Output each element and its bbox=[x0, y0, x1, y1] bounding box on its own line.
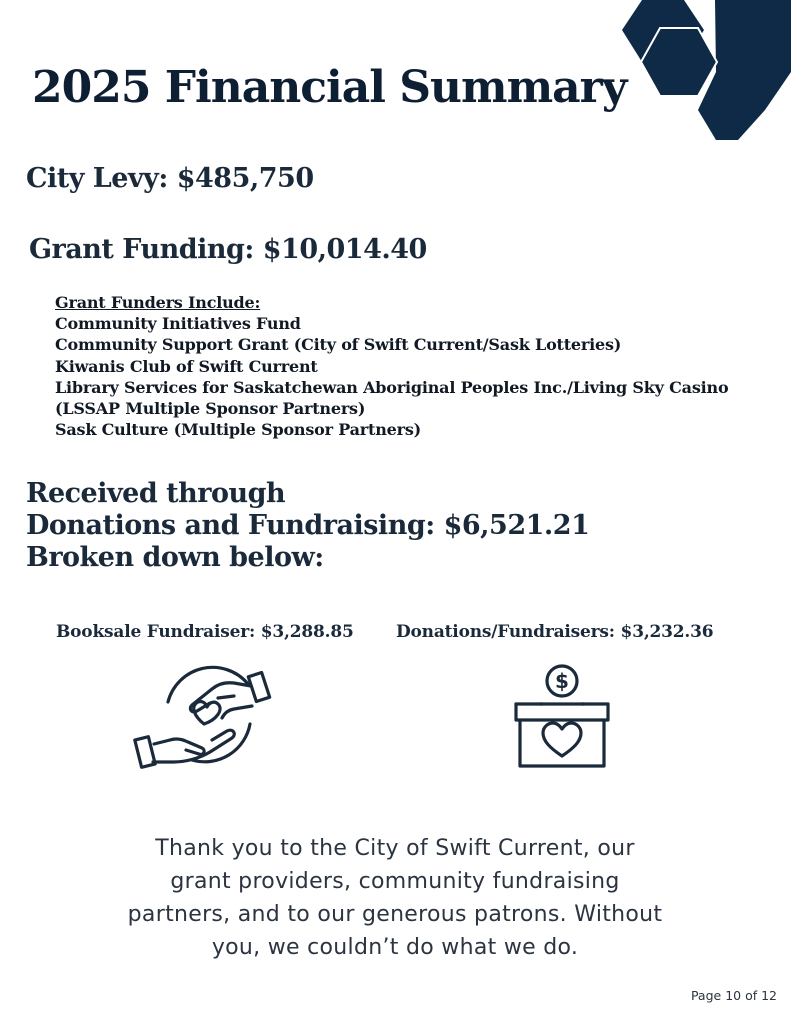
grant-funding: Grant Funding: $10,014.40 bbox=[29, 234, 427, 265]
list-item: Library Services for Saskatchewan Aboriginal Peoples Inc./Living Sky Casino bbox=[55, 377, 729, 397]
thank-you-line: partners, and to our generous patrons. Without bbox=[127, 902, 663, 927]
hexagon-decoration bbox=[620, 0, 791, 140]
page-number: Page 10 of 12 bbox=[690, 988, 777, 1003]
donations-line: Donations and Fundraising: $6,521.21 bbox=[26, 510, 590, 541]
donations-fundraisers-label: Donations/Fundraisers: $3,232.36 bbox=[396, 622, 714, 642]
list-item: Kiwanis Club of Swift Current bbox=[55, 356, 318, 376]
thank-you-line: Thank you to the City of Swift Current, our bbox=[155, 836, 635, 861]
grant-funders-heading: Grant Funders Include: bbox=[55, 293, 261, 312]
hands-heart-icon bbox=[130, 662, 280, 774]
grant-funders-list bbox=[55, 292, 728, 440]
thank-you-message bbox=[60, 832, 730, 964]
list-item: Sask Culture (Multiple Sponsor Partners) bbox=[55, 420, 422, 440]
city-levy: City Levy: $485,750 bbox=[26, 163, 314, 194]
list-item: Community Support Grant (City of Swift Current/Sask Lotteries) bbox=[55, 335, 622, 355]
donations-line: Broken down below: bbox=[26, 542, 324, 573]
page-title: 2025 Financial Summary bbox=[32, 62, 627, 113]
list-item: (LSSAP Multiple Sponsor Partners) bbox=[55, 399, 366, 419]
donation-box-icon bbox=[510, 662, 614, 770]
booksale-fundraiser-label: Booksale Fundraiser: $3,288.85 bbox=[56, 622, 354, 642]
donations-line: Received through bbox=[26, 478, 286, 509]
thank-you-line: you, we couldn’t do what we do. bbox=[211, 935, 579, 960]
thank-you-line: grant providers, community fundraising bbox=[170, 869, 620, 894]
donations-summary bbox=[26, 478, 589, 574]
coin-dollar-symbol: $ bbox=[555, 669, 569, 693]
list-item: Community Initiatives Fund bbox=[55, 314, 301, 334]
